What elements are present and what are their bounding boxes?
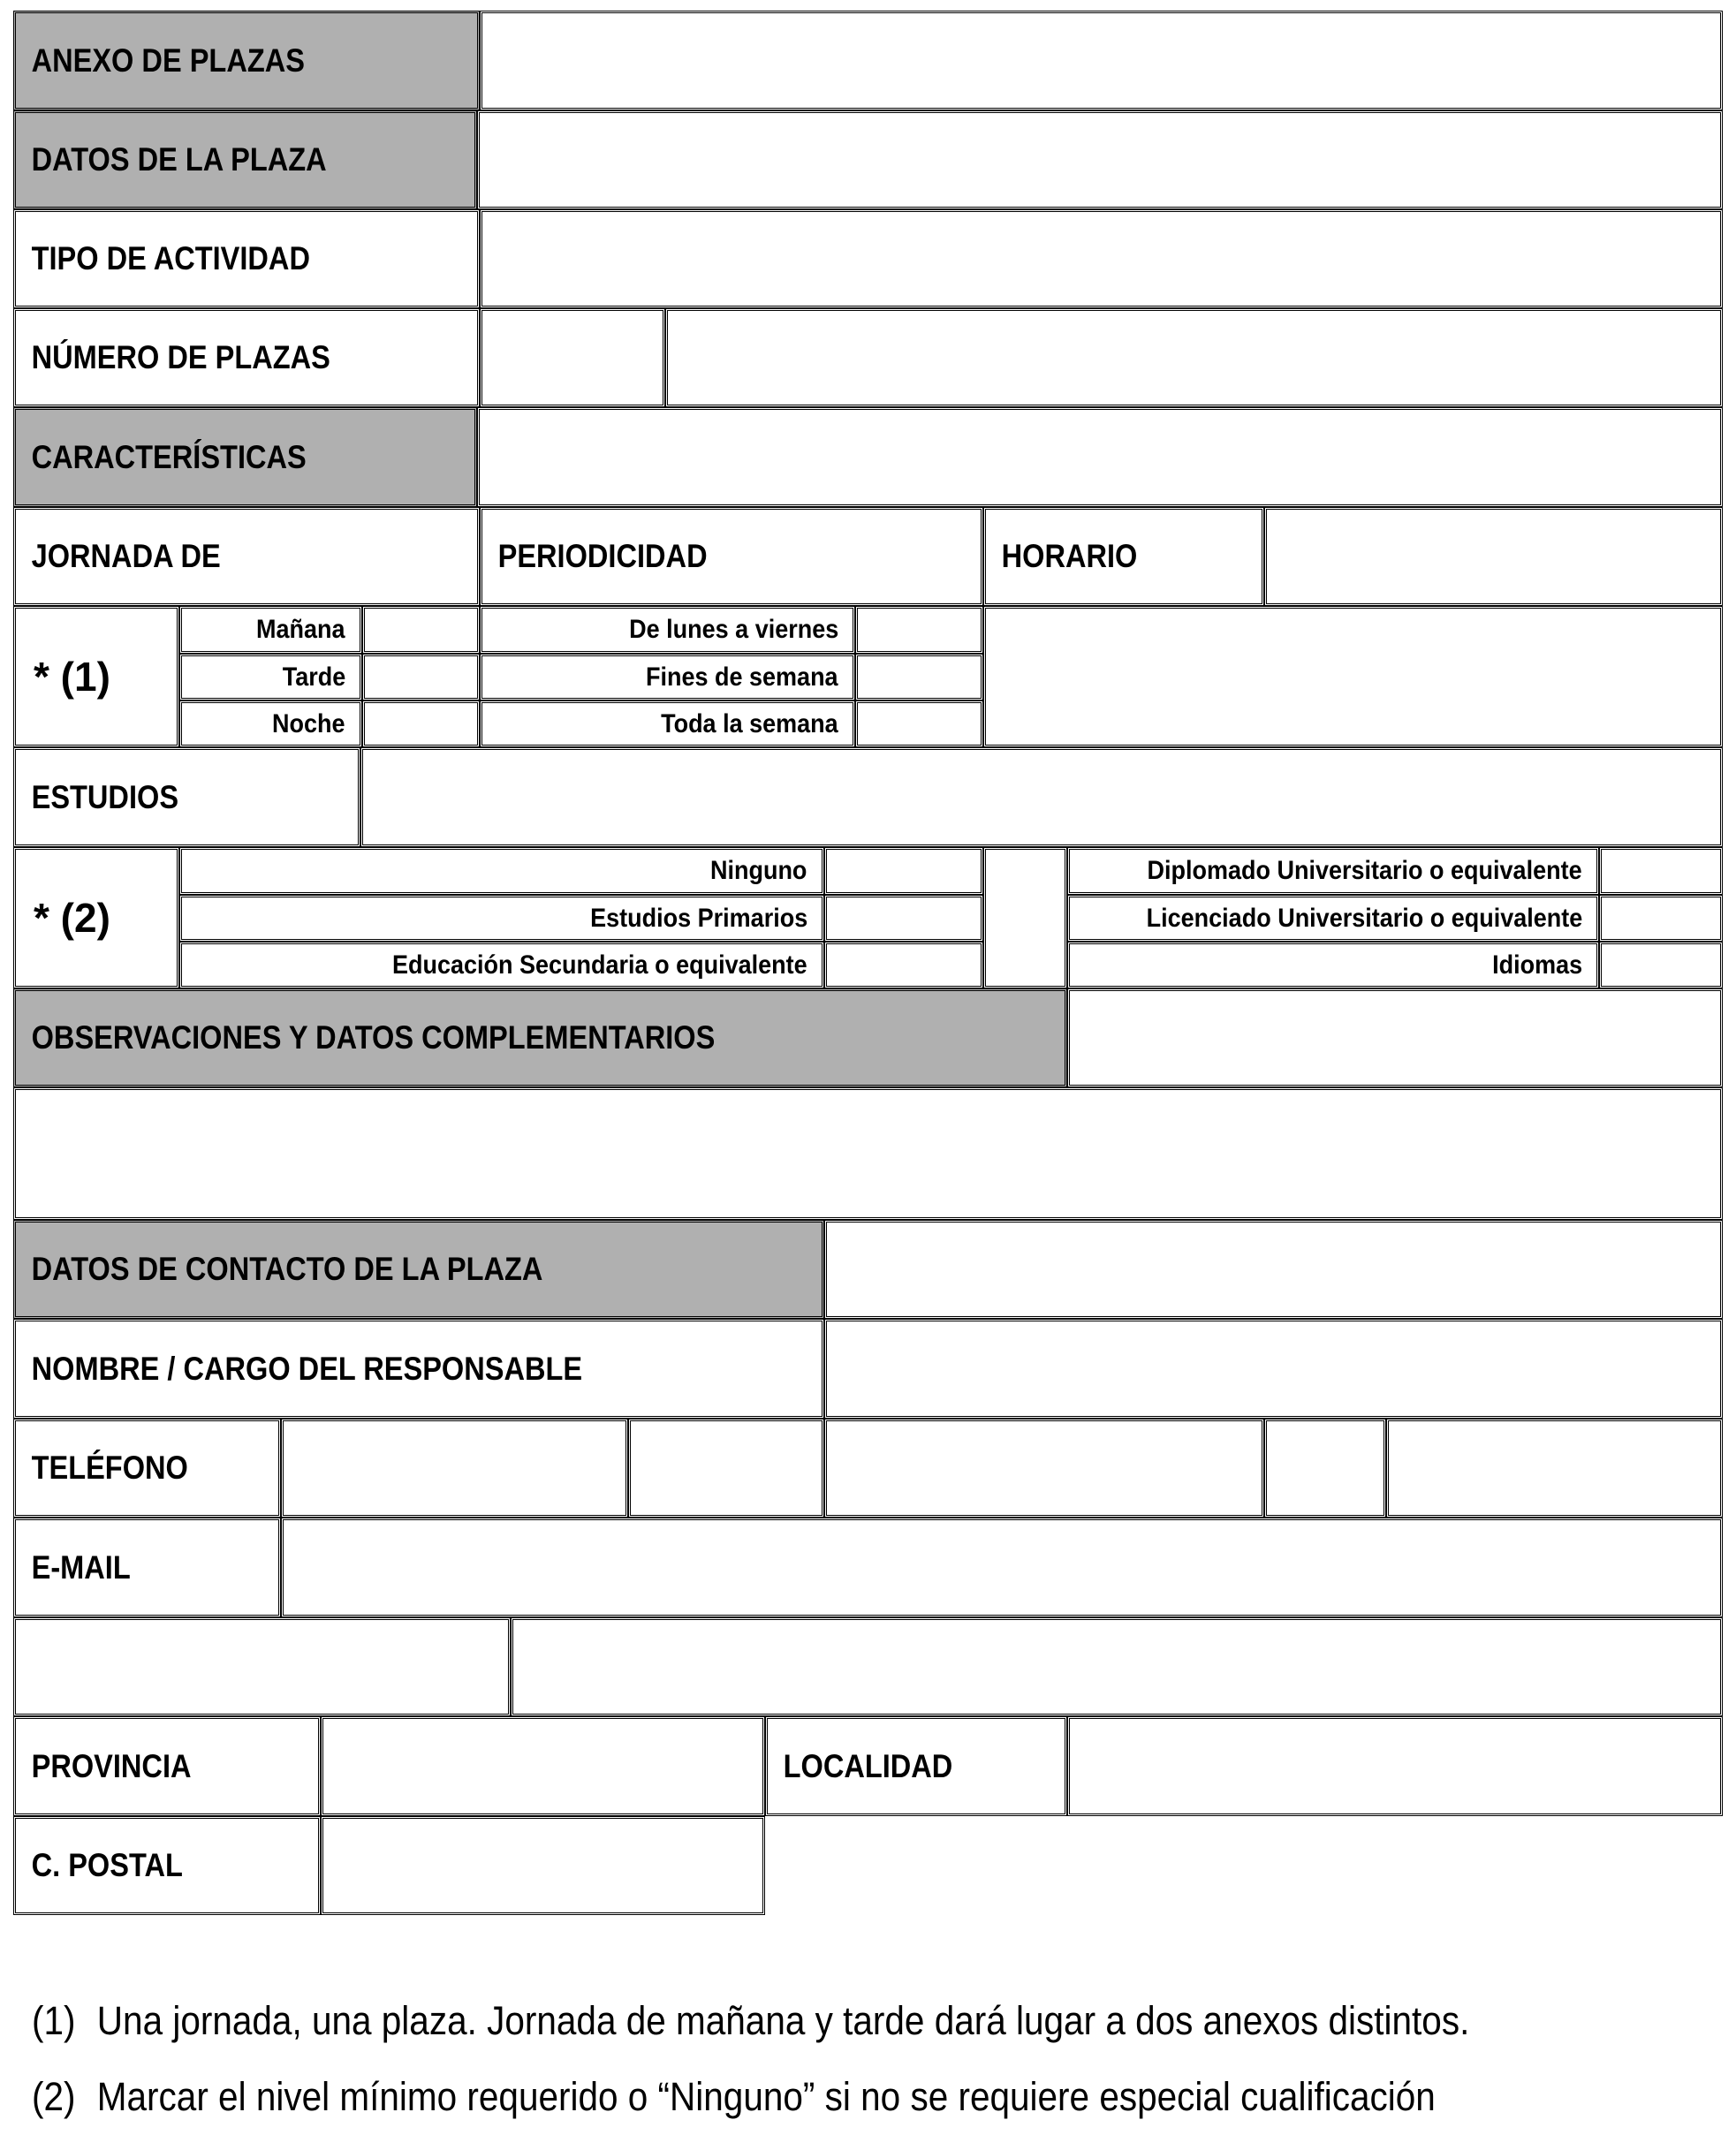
- telefono-field-4[interactable]: [1264, 1419, 1386, 1518]
- observaciones-header: [13, 988, 1067, 1087]
- estudios-spacer: [983, 847, 1067, 988]
- estudios-option-ninguno: [179, 847, 824, 895]
- num-plazas-extra-field[interactable]: [665, 308, 1723, 407]
- telefono-field-3[interactable]: [824, 1419, 1264, 1518]
- ref1-cell: [13, 606, 179, 747]
- characteristics-header: [13, 407, 477, 507]
- estudios-option-idiomas: [1067, 942, 1599, 988]
- periodicidad-option-whole-week: [480, 700, 855, 747]
- telefono-label: TELÉFONO: [31, 1450, 188, 1486]
- footnote-number: (2): [32, 2074, 76, 2119]
- estudios-option-label: Licenciado Universitario o equivalente: [1146, 903, 1582, 933]
- contact-data-label: DATOS DE CONTACTO DE LA PLAZA: [31, 1251, 543, 1287]
- contact-data-field[interactable]: [824, 1220, 1723, 1319]
- activity-type-label: TIPO DE ACTIVIDAD: [31, 240, 310, 276]
- estudios-checkbox-secundaria[interactable]: [824, 942, 983, 988]
- telefono-field-5[interactable]: [1386, 1419, 1723, 1518]
- periodicidad-header: [480, 507, 983, 606]
- email-field[interactable]: [281, 1518, 1723, 1617]
- jornada-label: JORNADA DE: [31, 538, 221, 574]
- plaza-data-label: DATOS DE LA PLAZA: [31, 141, 327, 178]
- cpostal-label: C. POSTAL: [31, 1847, 183, 1883]
- horario-field[interactable]: [1264, 507, 1723, 606]
- jornada-option-tarde: [179, 654, 362, 700]
- jornada-option-manana: [179, 606, 362, 654]
- observaciones-label: OBSERVACIONES Y DATOS COMPLEMENTARIOS: [31, 1019, 716, 1056]
- ref1-label: * (1): [34, 654, 110, 700]
- provincia-field[interactable]: [321, 1716, 765, 1816]
- characteristics-field[interactable]: [477, 407, 1723, 507]
- periodicidad-checkbox-whole-week[interactable]: [855, 700, 983, 747]
- periodicidad-label: PERIODICIDAD: [497, 538, 708, 574]
- blank-label-cell: [13, 1617, 511, 1716]
- periodicidad-option-label: Fines de semana: [646, 662, 838, 692]
- plaza-data-header: [13, 110, 477, 209]
- jornada-option-label: Noche: [272, 708, 345, 738]
- estudios-checkbox-idiomas[interactable]: [1599, 942, 1723, 988]
- jornada-header: [13, 507, 480, 606]
- periodicidad-option-label: Toda la semana: [661, 708, 838, 738]
- estudios-label: ESTUDIOS: [31, 778, 179, 815]
- cpostal-cell: [13, 1816, 321, 1915]
- jornada-checkbox-tarde[interactable]: [362, 654, 480, 700]
- email-label: E-MAIL: [31, 1548, 131, 1586]
- estudios-option-diplomado: [1067, 847, 1599, 895]
- telefono-field-1[interactable]: [281, 1419, 628, 1518]
- horario-detail-field[interactable]: [983, 606, 1723, 747]
- footnote-2: [32, 2059, 1543, 2135]
- activity-type-cell: [13, 209, 480, 308]
- estudios-option-label: Diplomado Universitario o equivalente: [1147, 856, 1582, 885]
- periodicidad-checkbox-weekdays[interactable]: [855, 606, 983, 654]
- provincia-label: PROVINCIA: [31, 1747, 192, 1784]
- observaciones-side-field[interactable]: [1067, 988, 1723, 1087]
- telefono-cell: [13, 1419, 281, 1518]
- email-cell: [13, 1518, 281, 1617]
- jornada-option-label: Mañana: [256, 615, 345, 644]
- footnotes: [32, 1983, 1710, 2135]
- characteristics-label: CARACTERÍSTICAS: [31, 438, 307, 475]
- estudios-option-label: Estudios Primarios: [589, 903, 807, 933]
- horario-header: [983, 507, 1264, 606]
- ref2-cell: [13, 847, 179, 988]
- num-plazas-cell: [13, 308, 480, 407]
- jornada-option-label: Tarde: [282, 662, 345, 692]
- responsable-field[interactable]: [824, 1319, 1723, 1419]
- annex-title: ANEXO DE PLAZAS: [31, 42, 305, 79]
- localidad-cell: [765, 1716, 1067, 1816]
- footnote-number: (1): [32, 1998, 76, 2043]
- activity-type-field[interactable]: [480, 209, 1723, 308]
- blank-field[interactable]: [511, 1617, 1723, 1716]
- footnote-text: Una jornada, una plaza. Jornada de mañana y tarde dará lugar a dos anexos distintos.: [96, 1998, 1470, 2043]
- jornada-checkbox-manana[interactable]: [362, 606, 480, 654]
- observaciones-field[interactable]: [13, 1087, 1723, 1220]
- estudios-field[interactable]: [360, 747, 1723, 847]
- telefono-field-2[interactable]: [628, 1419, 824, 1518]
- num-plazas-field[interactable]: [480, 308, 665, 407]
- estudios-checkbox-primarios[interactable]: [824, 895, 983, 942]
- periodicidad-option-weekends: [480, 654, 855, 700]
- estudios-checkbox-licenciado[interactable]: [1599, 895, 1723, 942]
- footnote-text: Marcar el nivel mínimo requerido o “Ninguno” si no se requiere especial cualificación: [96, 2074, 1436, 2119]
- estudios-header: [13, 747, 360, 847]
- estudios-option-label: Ninguno: [710, 856, 807, 885]
- estudios-option-secundaria: [179, 942, 824, 988]
- estudios-option-licenciado: [1067, 895, 1599, 942]
- cpostal-field[interactable]: [321, 1816, 765, 1915]
- estudios-checkbox-ninguno[interactable]: [824, 847, 983, 895]
- annex-title-field[interactable]: [480, 11, 1723, 110]
- localidad-field[interactable]: [1067, 1716, 1723, 1816]
- ref2-label: * (2): [34, 895, 110, 941]
- num-plazas-label: NÚMERO DE PLAZAS: [31, 339, 330, 375]
- periodicidad-checkbox-weekends[interactable]: [855, 654, 983, 700]
- periodicidad-option-weekdays: [480, 606, 855, 654]
- estudios-checkbox-diplomado[interactable]: [1599, 847, 1723, 895]
- responsable-label: NOMBRE / CARGO DEL RESPONSABLE: [31, 1350, 583, 1387]
- provincia-cell: [13, 1716, 321, 1816]
- annex-title-cell: [13, 11, 480, 110]
- footnote-1: [32, 1983, 1543, 2059]
- estudios-option-label: Educación Secundaria o equivalente: [392, 950, 807, 980]
- plaza-data-field[interactable]: [477, 110, 1723, 209]
- estudios-option-primarios: [179, 895, 824, 942]
- estudios-option-label: Idiomas: [1491, 950, 1582, 980]
- contact-data-header: [13, 1220, 824, 1319]
- horario-label: HORARIO: [1001, 538, 1138, 574]
- jornada-option-noche: [179, 700, 362, 747]
- periodicidad-option-label: De lunes a viernes: [628, 615, 838, 644]
- jornada-checkbox-noche[interactable]: [362, 700, 480, 747]
- responsable-cell: [13, 1319, 824, 1419]
- localidad-label: LOCALIDAD: [783, 1747, 953, 1784]
